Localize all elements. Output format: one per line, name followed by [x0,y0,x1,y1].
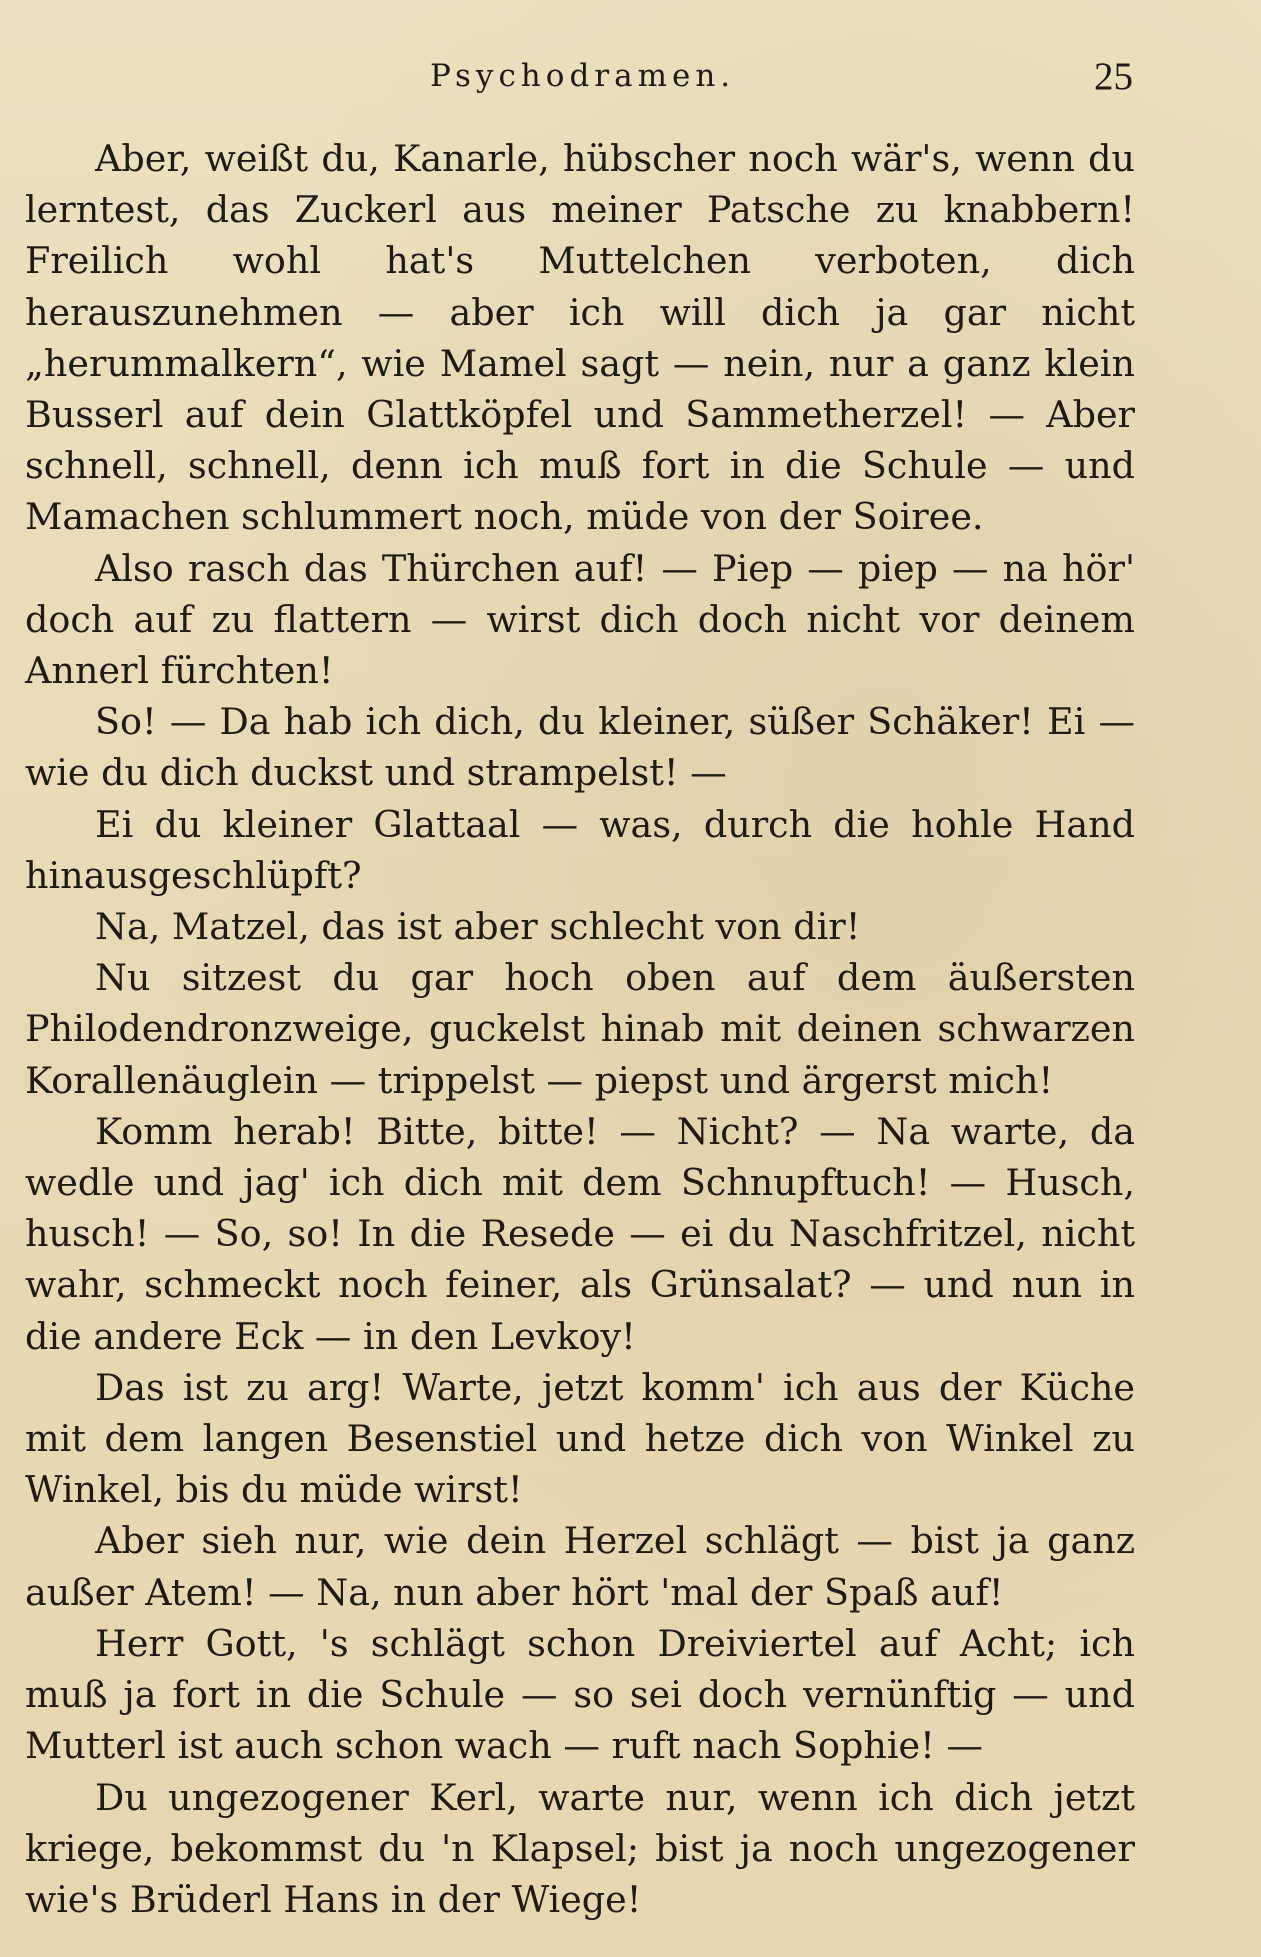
paragraph: Herr Gott, 's schlägt schon Dreiviertel auf Acht; ich muß ja fort in die Schule — so sei doch vernünftig — und Mutterl ist auch schon wach — ruft nach Sophie! — [25,1621,1135,1768]
paragraph: So! — Da hab ich dich, du kleiner, süßer Schäker! Ei — wie du dich duckst und strampelst! — [25,700,1135,795]
running-head: Psychodramen. [430,58,736,94]
paragraph: Du ungezogener Kerl, warte nur, wenn ich dich jetzt kriege, bekommst du 'n Klapsel; bist ja noch ungezogener wie's Brüderl Hans in der Wiege! [25,1775,1135,1921]
paragraph: Komm herab! Bitte, bitte! — Nicht? — Na warte, da wedle und jag' ich dich mit dem Schnupftuch! — Husch, husch! — So, so! In die Resede — ei du Naschfritzel, nicht wahr, schmeckt noch feiner, als Grünsalat? — und nun in die andere Eck — in den Levkoy! [25,1109,1135,1358]
paragraph: Ei du kleiner Glattaal — was, durch die hohle Hand hinausgeschlüpft? [25,802,1135,897]
paragraph: Na, Matzel, das ist aber schlecht von dir! [95,905,861,949]
paragraph: Aber sieh nur, wie dein Herzel schlägt — bist ja ganz außer Atem! — Na, nun aber hört 'mal der Spaß auf! [25,1519,1135,1614]
paragraph: Also rasch das Thürchen auf! — Piep — piep — na hör' doch auf zu flattern — wirst dich doch nicht vor deinem Annerl fürchten! [25,546,1135,693]
page-header [0,55,1261,108]
paragraph: Das ist zu arg! Warte, jetzt komm' ich aus der Küche mit dem langen Besenstiel und hetze dich von Winkel zu Winkel, bis du müde wirst! [25,1365,1135,1512]
page-number: 25 [1094,55,1133,98]
page-body [25,133,1135,1925]
paragraph: Aber, weißt du, Kanarle, hübscher noch wär's, wenn du lerntest, das Zuckerl aus meiner Patsche zu knabbern! Freilich wohl hat's Muttelchen verboten, dich herauszunehmen — aber ich will dich ja gar nicht „herummalkern“, wie Mamel sagt — nein, nur a ganz klein Busserl auf dein Glattköpfel und Sammetherzel! — Aber schnell, schnell, denn ich muß fort in die Schule — und Mamachen schlummert noch, müde von der Soiree. [25,137,1135,539]
paragraph: Nu sitzest du gar hoch oben auf dem äußersten Philodendronzweige, guckelst hinab mit deinen schwarzen Korallenäuglein — trippelst — piepst und ärgerst mich! [25,956,1135,1102]
